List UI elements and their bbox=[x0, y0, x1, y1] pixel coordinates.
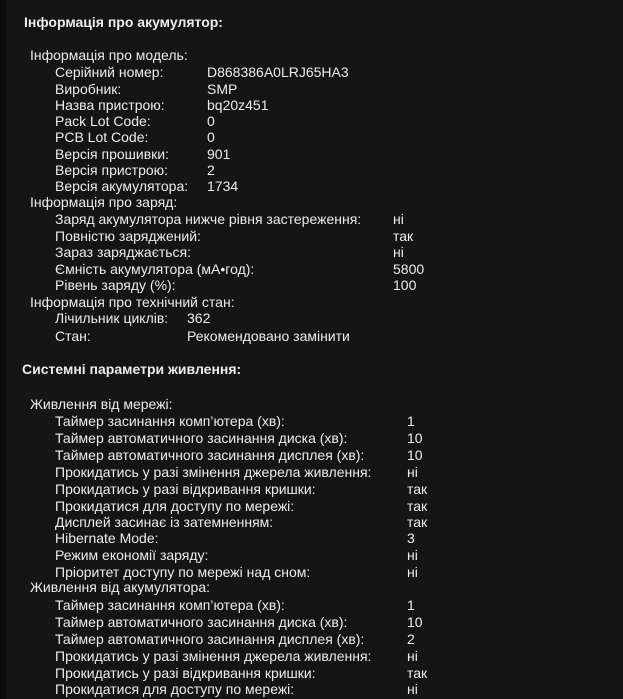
health-info-label: Інформація про технічний стан: bbox=[30, 294, 235, 310]
model-info-label: Інформація про модель: bbox=[30, 47, 188, 63]
screen-edge bbox=[0, 0, 6, 699]
charge-info-label: Інформація про заряд: bbox=[30, 194, 178, 210]
battery-power-label: Живлення від акумулятора: bbox=[30, 579, 210, 595]
battery-info-heading: Інформація про акумулятор: bbox=[24, 14, 223, 30]
power-settings-heading: Системні параметри живлення: bbox=[22, 361, 242, 377]
ac-power-label: Живлення від мережі: bbox=[30, 396, 173, 412]
